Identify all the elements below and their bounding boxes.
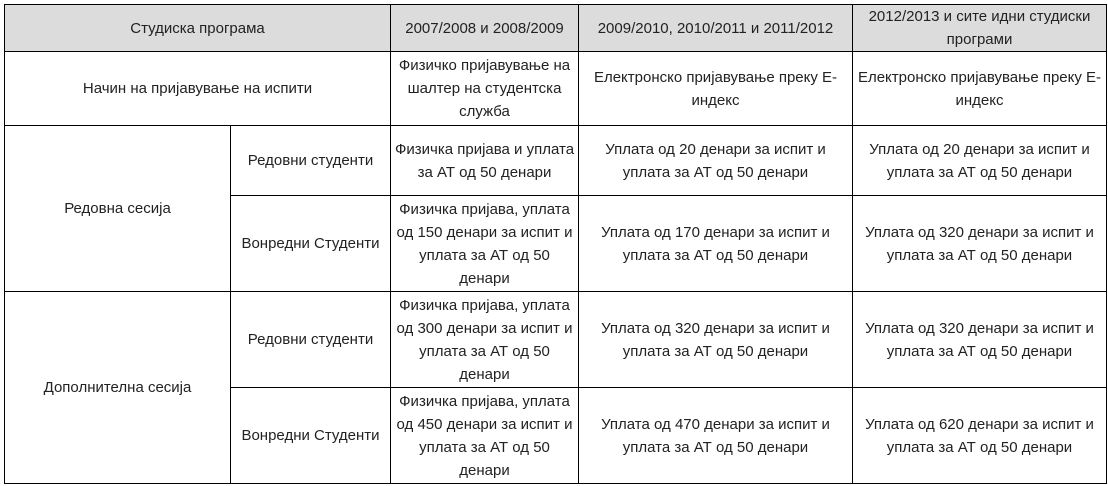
fee-cell: Уплата од 20 денари за испит и уплата за АТ од 50 денари bbox=[579, 126, 853, 196]
header-period-3: 2012/2013 и сите идни студиски програми bbox=[853, 5, 1107, 52]
session-name-additional: Дополнителна сесија bbox=[5, 292, 231, 484]
fee-cell: Физичка пријава, уплата од 150 денари за испит и уплата за АТ од 50 денари bbox=[391, 196, 579, 292]
registration-label: Начин на пријавување на испити bbox=[5, 52, 391, 126]
fee-cell: Физичка пријава, уплата од 300 денари за испит и уплата за АТ од 50 денари bbox=[391, 292, 579, 388]
fee-cell: Уплата од 470 денари за испит и уплата за АТ од 50 денари bbox=[579, 388, 853, 484]
fee-cell: Уплата од 320 денари за испит и уплата за АТ од 50 денари bbox=[853, 292, 1107, 388]
fee-cell: Уплата од 620 денари за испит и уплата за АТ од 50 денари bbox=[853, 388, 1107, 484]
fee-cell: Физичка пријава, уплата од 450 денари за испит и уплата за АТ од 50 денари bbox=[391, 388, 579, 484]
fee-cell: Уплата од 320 денари за испит и уплата за АТ од 50 денари bbox=[579, 292, 853, 388]
registration-period-2: Електронско пријавување преку Е-индекс bbox=[579, 52, 853, 126]
exam-fees-table bbox=[4, 4, 1107, 484]
student-type: Вонредни Студенти bbox=[231, 196, 391, 292]
header-period-2: 2009/2010, 2010/2011 и 2011/2012 bbox=[579, 5, 853, 52]
registration-period-3: Електронско пријавување преку Е-индекс bbox=[853, 52, 1107, 126]
table-row bbox=[5, 126, 1107, 196]
student-type: Редовни студенти bbox=[231, 126, 391, 196]
student-type: Вонредни Студенти bbox=[231, 388, 391, 484]
header-program-label: Студиска програма bbox=[5, 5, 391, 52]
header-row bbox=[5, 5, 1107, 52]
fee-cell: Уплата од 20 денари за испит и уплата за АТ од 50 денари bbox=[853, 126, 1107, 196]
fee-cell: Уплата од 170 денари за испит и уплата за АТ од 50 денари bbox=[579, 196, 853, 292]
header-period-1: 2007/2008 и 2008/2009 bbox=[391, 5, 579, 52]
table-row bbox=[5, 292, 1107, 388]
registration-row bbox=[5, 52, 1107, 126]
fee-cell: Физичка пријава и уплата за АТ од 50 денари bbox=[391, 126, 579, 196]
session-name-regular: Редовна сесија bbox=[5, 126, 231, 292]
registration-period-1: Физичко пријавување на шалтер на студентска служба bbox=[391, 52, 579, 126]
student-type: Редовни студенти bbox=[231, 292, 391, 388]
fee-cell: Уплата од 320 денари за испит и уплата за АТ од 50 денари bbox=[853, 196, 1107, 292]
